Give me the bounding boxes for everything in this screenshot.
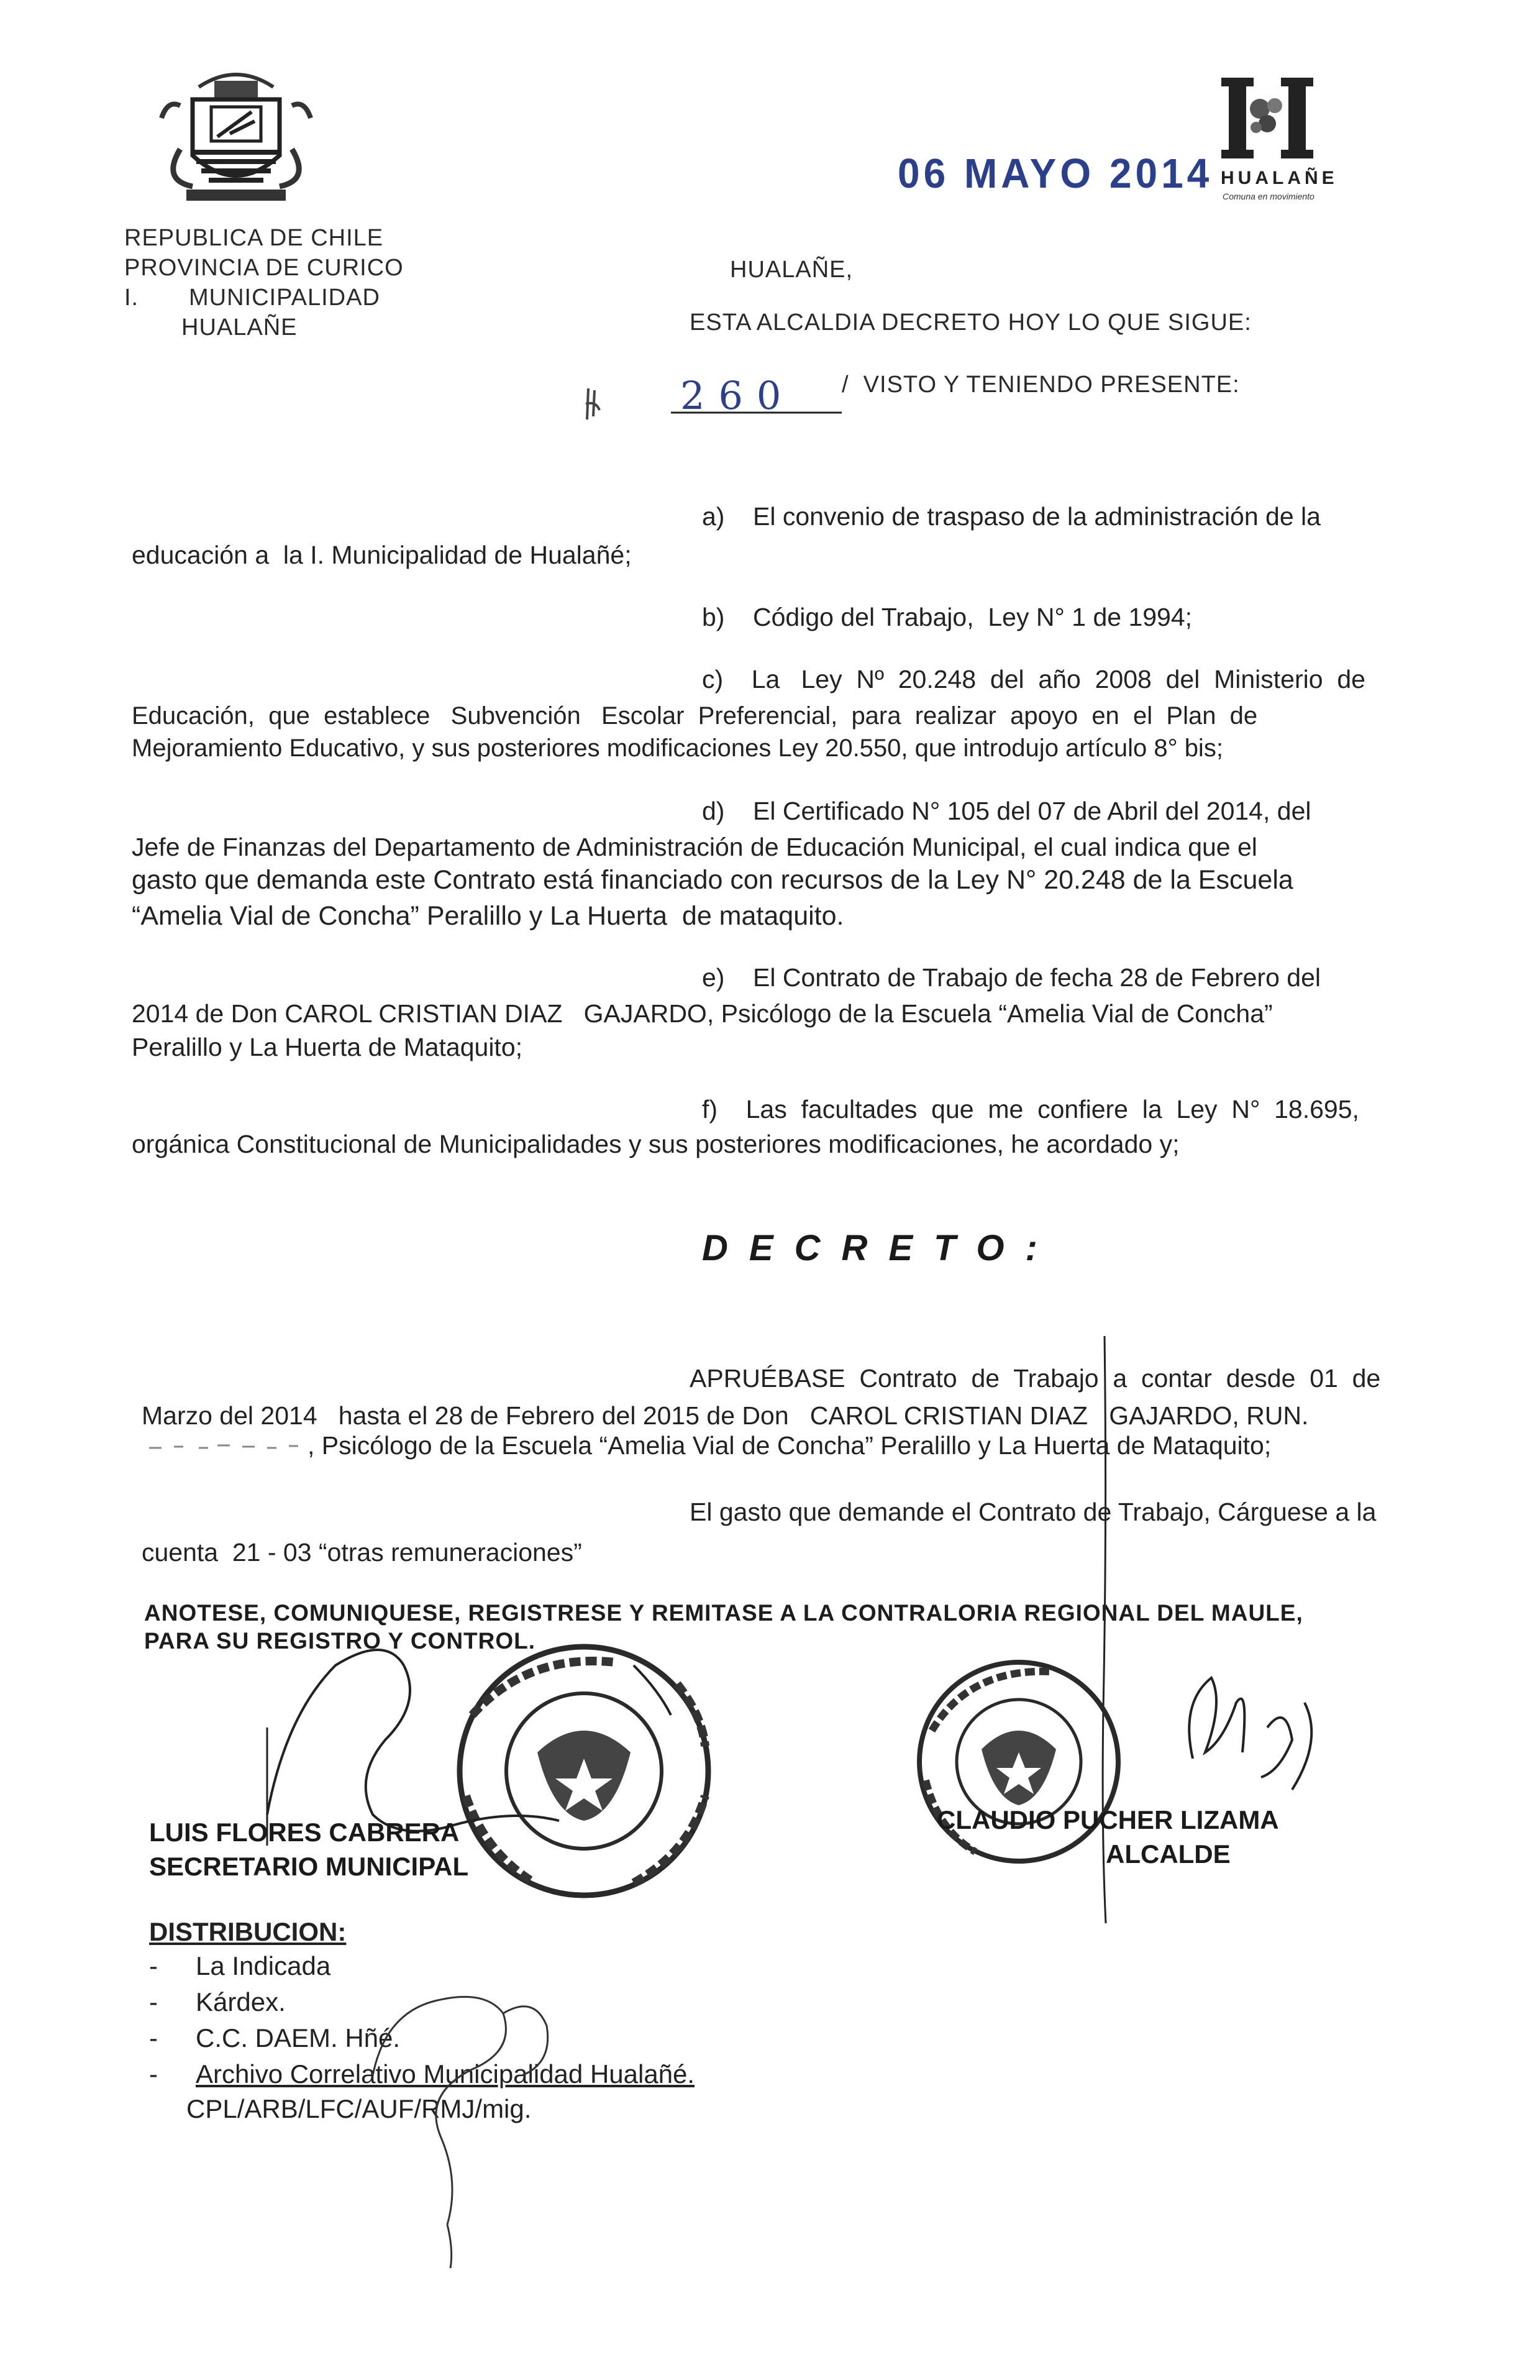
hualane-logo-icon [1218,71,1317,165]
consideration-d-cont1: Jefe de Finanzas del Departamento de Administración de Educación Municipal, el cual indica que el [132,833,1257,861]
consideration-d: d) El Certificado N° 105 del 07 de Abril del 2014, del [702,797,1311,825]
distribution-heading: DISTRIBUCION: [149,1917,347,1946]
coat-of-arms-icon [155,62,317,205]
distribution-bullet: - [149,1987,158,2016]
place-label: HUALAÑE, [730,257,854,283]
mayor-seal-icon [907,1656,1131,1867]
consideration-e: e) El Contrato de Trabajo de fecha 28 de Febrero del [702,963,1321,992]
mayor-title: ALCALDE [1106,1839,1231,1869]
decree-paragraph-1: APRUÉBASE Contrato de Trabajo a contar desde 01 de [690,1364,1381,1393]
closing-line-1: ANOTESE, COMUNIQUESE, REGISTRESE Y REMITASE A LA CONTRALORIA REGIONAL DEL MAULE, [144,1600,1303,1626]
consideration-d-cont2: gasto que demanda este Contrato está financiado con recursos de la Ley N° 20.248 de la Escuela [132,865,1293,895]
republic-label: REPUBLICA DE CHILE [124,225,384,251]
decree-paragraph-1-cont2: , Psicólogo de la Escuela “Amelia Vial de Concha” Peralillo y La Huerta de Mataquito; [308,1431,1272,1460]
distribution-bullet: - [149,2059,158,2089]
mayor-name: CLAUDIO PUCHER LIZAMA [937,1805,1279,1834]
decree-number: 260 [680,373,795,418]
logo-tagline: Comuna en movimiento [1223,191,1314,201]
decree-number-underline [671,410,845,416]
consideration-d-cont3: “Amelia Vial de Concha” Peralillo y La Huerta de mataquito. [132,901,844,931]
decree-paragraph-2: El gasto que demande el Contrato de Trabajo, Cárguese a la [690,1498,1377,1526]
mayor-signature [1168,1665,1354,1821]
secretary-title: SECRETARIO MUNICIPAL [149,1852,469,1881]
distribution-initials: CPL/ARB/LFC/AUF/RMJ/mig. [186,2094,532,2123]
consideration-c-cont2: Mejoramiento Educativo, y sus posteriores modificaciones Ley 20.550, que introdujo artículo 8° bis; [132,735,1223,762]
consideration-c-cont1: Educación, que establece Subvención Escolar Preferencial, para realizar apoyo en el Plan de [132,702,1258,730]
consideration-e-cont1: 2014 de Don CAROL CRISTIAN DIAZ GAJARDO, Psicólogo de la Escuela “Amelia Vial de Concha” [132,999,1273,1028]
distribution-bullet: - [149,2023,158,2053]
distribution-item: Kárdex. [196,1987,286,2016]
pen-mark-icon [581,385,606,423]
visto-label: / VISTO Y TENIENDO PRESENTE: [842,372,1240,398]
closing-line-2: PARA SU REGISTRO Y CONTROL. [144,1628,536,1654]
distribution-bullet: - [149,1951,158,1980]
municipality-name: HUALAÑE [181,314,298,341]
distribution-item: Archivo Correlativo Municipalidad Hualañé. [196,2059,695,2089]
decree-paragraph-1-cont1: Marzo del 2014 hasta el 28 de Febrero del 2015 de Don CAROL CRISTIAN DIAZ GAJARDO, RUN. [142,1401,1309,1430]
consideration-a: a) El convenio de traspaso de la administración de la [702,502,1321,531]
decree-title: DECRETO: [702,1228,1059,1268]
consideration-e-cont2: Peralillo y La Huerta de Mataquito; [132,1033,523,1061]
distribution-item: La Indicada [196,1951,331,1980]
province-label: PROVINCIA DE CURICO [124,255,404,281]
decree-paragraph-2-cont: cuenta 21 - 03 “otras remuneraciones” [142,1538,582,1567]
secretary-name: LUIS FLORES CABRERA [149,1818,460,1847]
consideration-b: b) Código del Trabajo, Ley N° 1 de 1994; [702,603,1193,631]
consideration-f-cont: orgánica Constitucional de Municipalidades y sus posteriores modificaciones, he acordado y; [132,1130,1180,1158]
consideration-a-cont: educación a la I. Municipalidad de Hualañé; [132,541,632,569]
initials-scribble [348,1976,584,2274]
redacted-run [149,1440,304,1453]
distribution-item: C.C. DAEM. Hñé. [196,2023,401,2053]
announcement-text: ESTA ALCALDIA DECRETO HOY LO QUE SIGUE: [690,309,1252,336]
secretary-signature [261,1641,696,1846]
municipality-label: I. MUNICIPALIDAD [124,285,380,311]
received-date-stamp: 06 MAYO 2014 [898,150,1213,197]
consideration-c: c) La Ley Nº 20.248 del año 2008 del Ministerio de [702,665,1365,693]
consideration-f: f) Las facultades que me confiere la Ley N° 18.695, [702,1095,1359,1124]
logo-wordmark: HUALAÑE [1221,168,1338,188]
